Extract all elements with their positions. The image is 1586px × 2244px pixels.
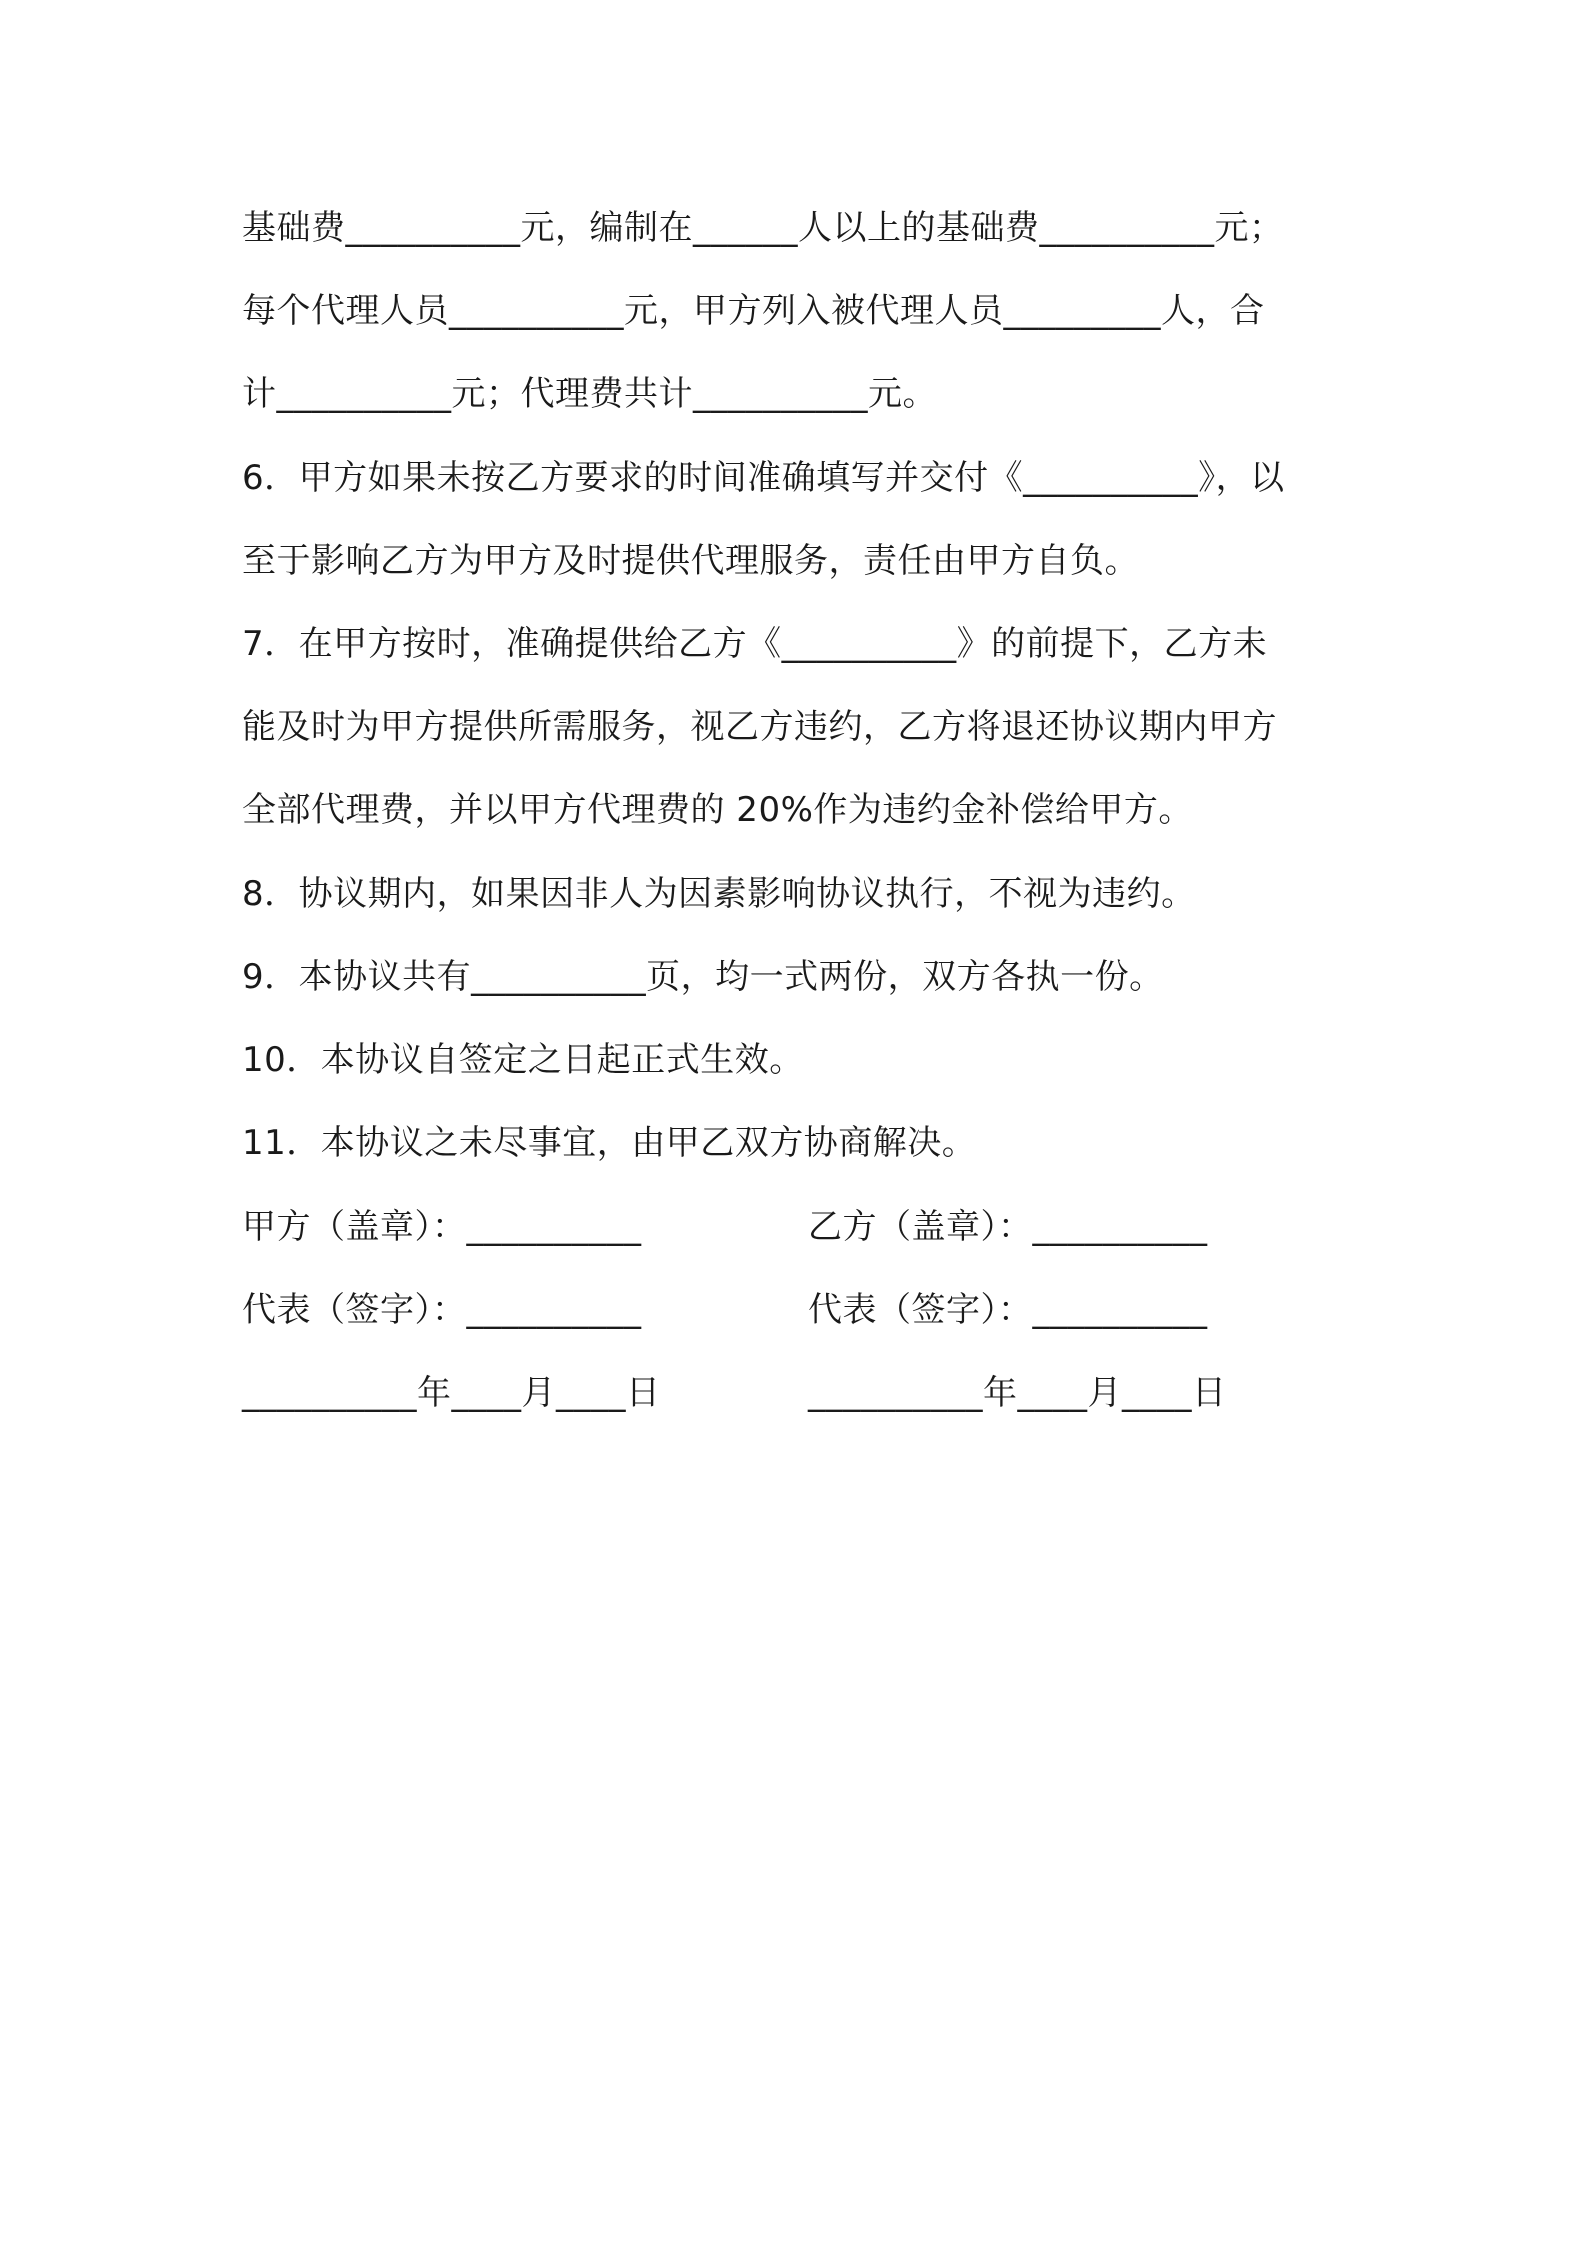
clause-7-line-1: 7．在甲方按时，准确提供给乙方《__________》的前提下，乙方未: [242, 624, 1268, 664]
party-a-date: __________年____月____日: [242, 1373, 661, 1413]
body-line-2: 每个代理人员__________元，甲方列入被代理人员_________人，合: [242, 291, 1265, 331]
party-b-date: __________年____月____日: [808, 1373, 1227, 1413]
party-b-representative: 代表（签字）：__________: [808, 1290, 1208, 1330]
party-a-seal: 甲方（盖章）：__________: [242, 1207, 642, 1247]
clause-7-line-3: 全部代理费，并以甲方代理费的 20%作为违约金补偿给甲方。: [242, 790, 1193, 830]
party-a-representative: 代表（签字）：__________: [242, 1290, 642, 1330]
body-line-1: 基础费__________元，编制在______人以上的基础费__________元；: [242, 208, 1284, 248]
clause-8: 8．协议期内，如果因非人为因素影响协议执行，不视为违约。: [242, 874, 1196, 914]
party-b-seal: 乙方（盖章）：__________: [808, 1207, 1208, 1247]
body-line-3: 计__________元；代理费共计__________元。: [242, 374, 937, 414]
clause-11: 11．本协议之未尽事宜，由甲乙双方协商解决。: [242, 1123, 977, 1163]
clause-6-line-1: 6．甲方如果未按乙方要求的时间准确填写并交付《__________》，以: [242, 458, 1285, 498]
clause-9: 9．本协议共有__________页，均一式两份，双方各执一份。: [242, 957, 1164, 997]
clause-10: 10．本协议自签定之日起正式生效。: [242, 1040, 804, 1080]
clause-6-line-2: 至于影响乙方为甲方及时提供代理服务，责任由甲方自负。: [242, 541, 1139, 581]
clause-7-line-2: 能及时为甲方提供所需服务，视乙方违约，乙方将退还协议期内甲方: [242, 707, 1277, 747]
